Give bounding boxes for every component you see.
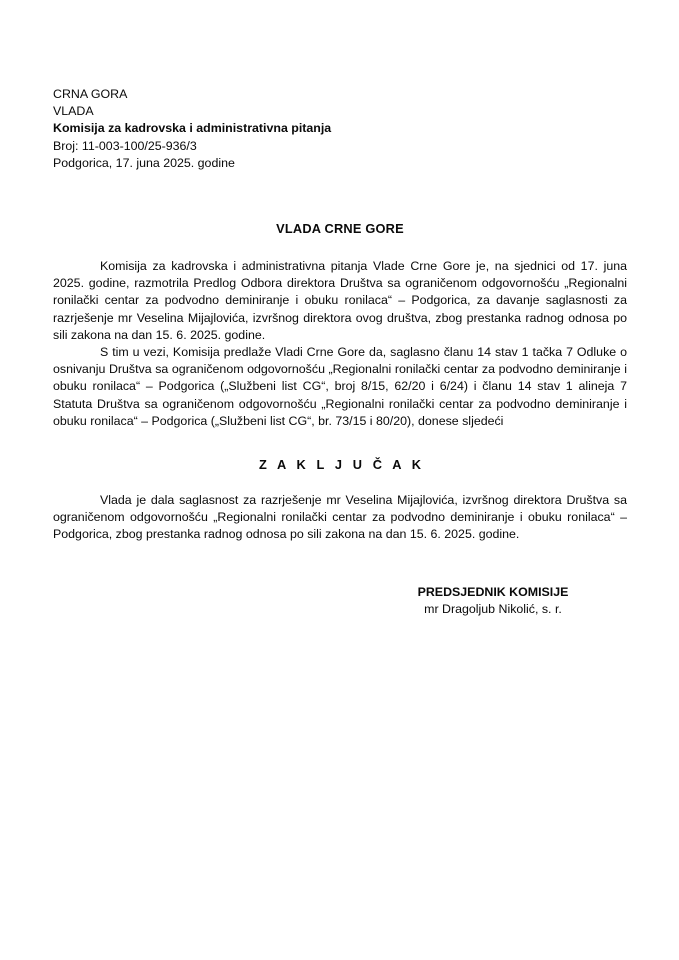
body-text [53,258,627,430]
conclusion-text [53,492,627,544]
paragraph-proposal: S tim u vezi, Komisija predlaže Vladi Crne Gore da, saglasno članu 14 stav 1 tačka 7 Odluke o osnivanju Društva sa ograničenom odgovornošću „Regionalni ronilački centar za podvodno deminiranje i obuku ronilaca“ – Podgorica („Službeni list CG“, broj 8/15, 62/20 i 6/24) i članu 14 stav 1 alineja 7 Statuta Društva sa ograničenom odgovornošću „Regionalni ronilački centar za podvodno deminiranje i obuku ronilaca“ – Podgorica („Službeni list CG“, br. 73/15 i 80/20), donese sljedeći [53,345,627,428]
letterhead-government: VLADA [53,104,94,119]
signature-name: mr Dragoljub Nikolić, s. r. [424,602,562,617]
document-content [53,86,627,544]
signature-role: PREDSJEDNIK KOMISIJE [417,585,569,599]
paragraph-conclusion: Vlada je dala saglasnost za razrješenje mr Veselina Mijajlovića, izvršnog direktora Društva sa ograničenom odgovornošću „Regionalni ronilački centar za podvodno deminiranje i obuku ronilaca“ – Podgorica, zbog prestanka radnog odnosa po sili zakona na dan 15. 6. 2025. godine. [53,493,627,542]
section-heading-conclusion: Z A K L J U Č A K [258,457,425,473]
signature-inner [418,584,569,619]
letterhead [53,86,627,172]
signature-block [53,584,627,619]
page-title: VLADA CRNE GORE [276,221,404,237]
letterhead-commission: Komisija za kadrovska i administrativna pitanja [53,121,332,136]
letterhead-country: CRNA GORA [53,87,128,101]
letterhead-place-and-date: Podgorica, 17. juna 2025. godine [53,155,235,170]
letterhead-reference-number: Broj: 11-003-100/25-936/3 [53,138,197,153]
paragraph-preamble: Komisija za kadrovska i administrativna pitanja Vlade Crne Gore je, na sjednici od 17. juna 2025. godine, razmotrila Predlog Odbora direktora Društva sa ograničenom odgovornošću „Regionalni ronilački centar za podvodno deminiranje i obuku ronilaca“ – Podgorica, za davanje saglasnosti za razrješenje mr Veselina Mijajlovića, izvršnog direktora ovog društva, zbog prestanka radnog odnosa po sili zakona na dan 15. 6. 2025. godine. [53,259,627,342]
